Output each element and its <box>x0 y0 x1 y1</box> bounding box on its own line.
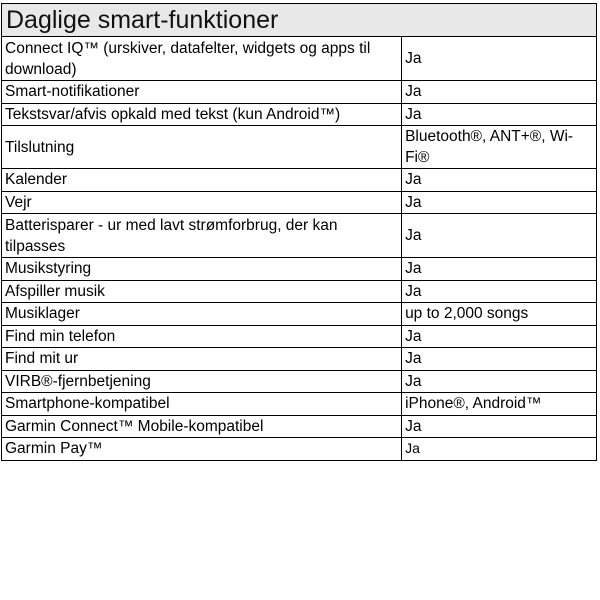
value-cell: Ja <box>402 325 597 348</box>
value-cell: iPhone®, Android™ <box>402 393 597 416</box>
feature-cell: Garmin Pay™ <box>2 438 402 461</box>
feature-cell: Smartphone-kompatibel <box>2 393 402 416</box>
value-cell: up to 2,000 songs <box>402 303 597 326</box>
feature-cell: Garmin Connect™ Mobile-kompatibel <box>2 415 402 438</box>
value-cell: Ja <box>402 258 597 281</box>
feature-cell: VIRB®-fjernbetjening <box>2 370 402 393</box>
table-title-row <box>2 4 597 37</box>
table-row <box>2 258 597 281</box>
feature-cell: Musikstyring <box>2 258 402 281</box>
value-cell: Ja <box>402 37 597 81</box>
feature-cell: Vejr <box>2 191 402 214</box>
table-row <box>2 214 597 258</box>
feature-cell: Connect IQ™ (urskiver, datafelter, widgets og apps til download) <box>2 37 402 81</box>
value-cell: Ja <box>402 415 597 438</box>
feature-cell: Tilslutning <box>2 126 402 169</box>
table-row <box>2 37 597 81</box>
table-row <box>2 348 597 371</box>
feature-cell: Find mit ur <box>2 348 402 371</box>
table-row <box>2 81 597 104</box>
table-row <box>2 169 597 192</box>
table-row <box>2 280 597 303</box>
feature-cell: Tekstsvar/afvis opkald med tekst (kun Android™) <box>2 103 402 126</box>
feature-cell: Batterisparer - ur med lavt strømforbrug, der kan tilpasses <box>2 214 402 258</box>
value-cell: Ja <box>402 191 597 214</box>
table-title: Daglige smart-funktioner <box>2 4 597 37</box>
table-row <box>2 370 597 393</box>
feature-cell: Musiklager <box>2 303 402 326</box>
smart-features-table <box>1 3 597 461</box>
table-row <box>2 103 597 126</box>
table-row <box>2 438 597 461</box>
value-cell: Ja <box>402 370 597 393</box>
value-cell: Ja <box>402 81 597 104</box>
value-cell: Ja <box>402 169 597 192</box>
table-row <box>2 191 597 214</box>
feature-cell: Smart-notifikationer <box>2 81 402 104</box>
table-row <box>2 415 597 438</box>
feature-cell: Kalender <box>2 169 402 192</box>
value-cell: Ja <box>402 103 597 126</box>
value-cell: Ja <box>402 280 597 303</box>
value-cell: Ja <box>402 348 597 371</box>
feature-cell: Find min telefon <box>2 325 402 348</box>
value-cell: Ja <box>402 438 597 461</box>
table-row <box>2 393 597 416</box>
table-row <box>2 303 597 326</box>
table-row <box>2 325 597 348</box>
feature-cell: Afspiller musik <box>2 280 402 303</box>
table-row <box>2 126 597 169</box>
value-cell: Ja <box>402 214 597 258</box>
value-cell: Bluetooth®, ANT+®, Wi-Fi® <box>402 126 597 169</box>
